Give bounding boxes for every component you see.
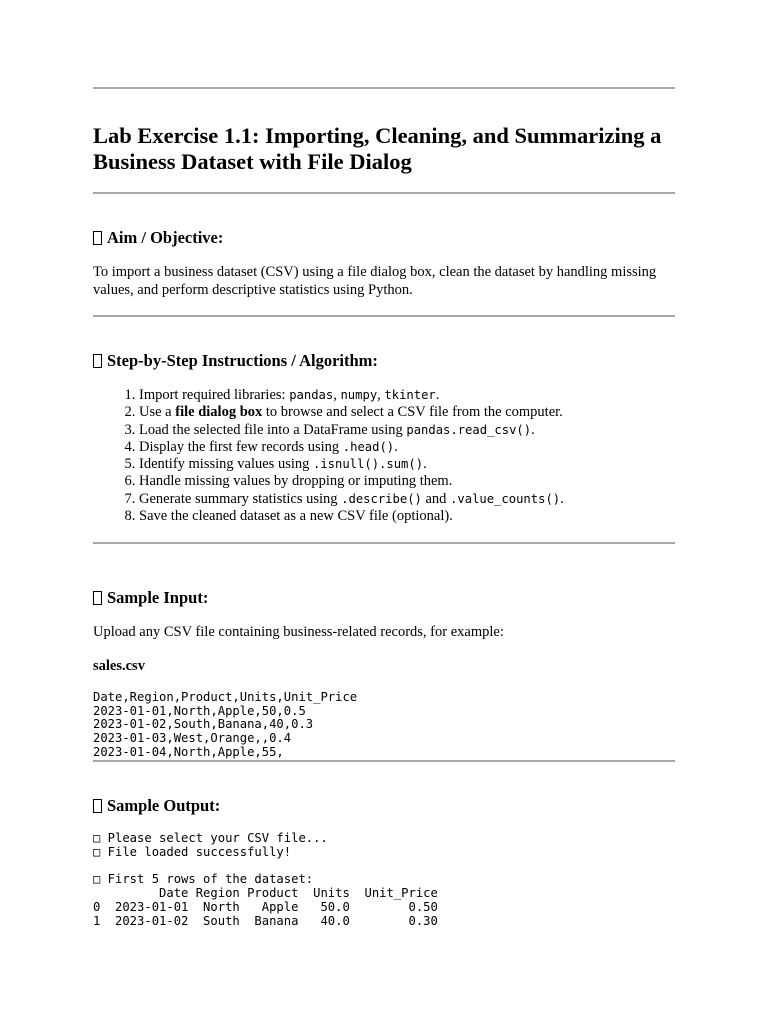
sample-input-text: Upload any CSV file containing business-related records, for example: bbox=[93, 624, 504, 641]
step-text: Identify missing values using bbox=[139, 456, 313, 473]
aim-heading-text: Aim / Objective: bbox=[107, 228, 224, 247]
divider bbox=[93, 542, 675, 544]
step-text: Load the selected file into a DataFrame using bbox=[139, 421, 407, 438]
document-content bbox=[93, 87, 675, 928]
step-text: Generate summary statistics using bbox=[139, 490, 342, 507]
csv-file-name: sales.csv bbox=[93, 657, 145, 674]
aim-heading bbox=[93, 228, 675, 248]
page-title: Lab Exercise 1.1: Importing, Cleaning, and Summarizing a Business Dataset with File Dialog bbox=[93, 123, 662, 174]
bold-text: file dialog box bbox=[175, 404, 263, 421]
step-text: . bbox=[435, 387, 440, 403]
top-divider bbox=[93, 87, 675, 89]
step-text: . bbox=[423, 456, 427, 473]
step-text: , bbox=[377, 387, 385, 403]
step-text: Display the first few records using bbox=[139, 438, 343, 455]
instructions-heading-text: Step-by-Step Instructions / Algorithm: bbox=[107, 351, 378, 370]
missing-glyph-icon bbox=[93, 591, 102, 605]
inline-code: tkinter bbox=[384, 388, 436, 402]
console-output-block: □ Please select your CSV file... □ File loaded successfully! □ First 5 rows of the dataset: Date Region Product Units Unit_Price 0 2023-01-01 North Apple 50.0 0.50 1 2023-01-02 South Banana 40.0 0.30 bbox=[93, 830, 438, 928]
step-item bbox=[139, 508, 675, 525]
aim-text: To import a business dataset (CSV) using a file dialog box, clean the dataset by handling missing values, and perform descriptive statistics using Python. bbox=[93, 264, 657, 298]
inline-code: .isnull().sum() bbox=[313, 457, 424, 472]
instructions-heading bbox=[93, 351, 675, 371]
inline-code: pandas.read_csv() bbox=[406, 422, 532, 437]
inline-code: .value_counts() bbox=[450, 491, 561, 506]
steps-list bbox=[93, 387, 675, 525]
sample-output-heading bbox=[93, 796, 675, 816]
missing-glyph-icon bbox=[93, 799, 102, 813]
step-text: Handle missing values by dropping or imputing them. bbox=[139, 473, 453, 490]
divider bbox=[93, 192, 675, 194]
step-text: and bbox=[421, 490, 451, 507]
step-text: . bbox=[560, 490, 564, 507]
inline-code: .head() bbox=[342, 439, 395, 454]
step-item bbox=[139, 456, 675, 473]
inline-code: pandas bbox=[289, 388, 334, 402]
csv-sample-block: Date,Region,Product,Units,Unit_Price 2023-01-01,North,Apple,50,0.5 2023-01-02,South,Banana,40,0.3 2023-01-03,West,Orange,,0.4 2023-01-04,North,Apple,55, bbox=[93, 689, 358, 760]
sample-input-heading-text: Sample Input: bbox=[107, 588, 209, 608]
step-text: . bbox=[394, 438, 398, 455]
sample-input-heading bbox=[93, 588, 675, 608]
step-text: Import required libraries: bbox=[139, 387, 290, 403]
missing-glyph-icon bbox=[93, 231, 102, 245]
divider bbox=[93, 315, 675, 317]
divider bbox=[93, 760, 675, 762]
step-item bbox=[139, 404, 675, 421]
step-text: . bbox=[531, 421, 535, 438]
step-item bbox=[139, 422, 675, 439]
sample-output-heading-text: Sample Output: bbox=[107, 795, 221, 815]
missing-glyph-icon bbox=[93, 354, 102, 368]
step-text: Save the cleaned dataset as a new CSV file (optional). bbox=[139, 508, 453, 525]
step-item bbox=[139, 387, 675, 404]
step-item bbox=[139, 473, 675, 490]
step-item bbox=[139, 491, 675, 508]
inline-code: numpy bbox=[340, 388, 378, 402]
step-item bbox=[139, 439, 675, 456]
step-text: Use a bbox=[139, 404, 176, 421]
step-text: to browse and select a CSV file from the computer. bbox=[262, 404, 563, 421]
step-text: , bbox=[333, 387, 341, 403]
inline-code: .describe() bbox=[341, 491, 422, 506]
